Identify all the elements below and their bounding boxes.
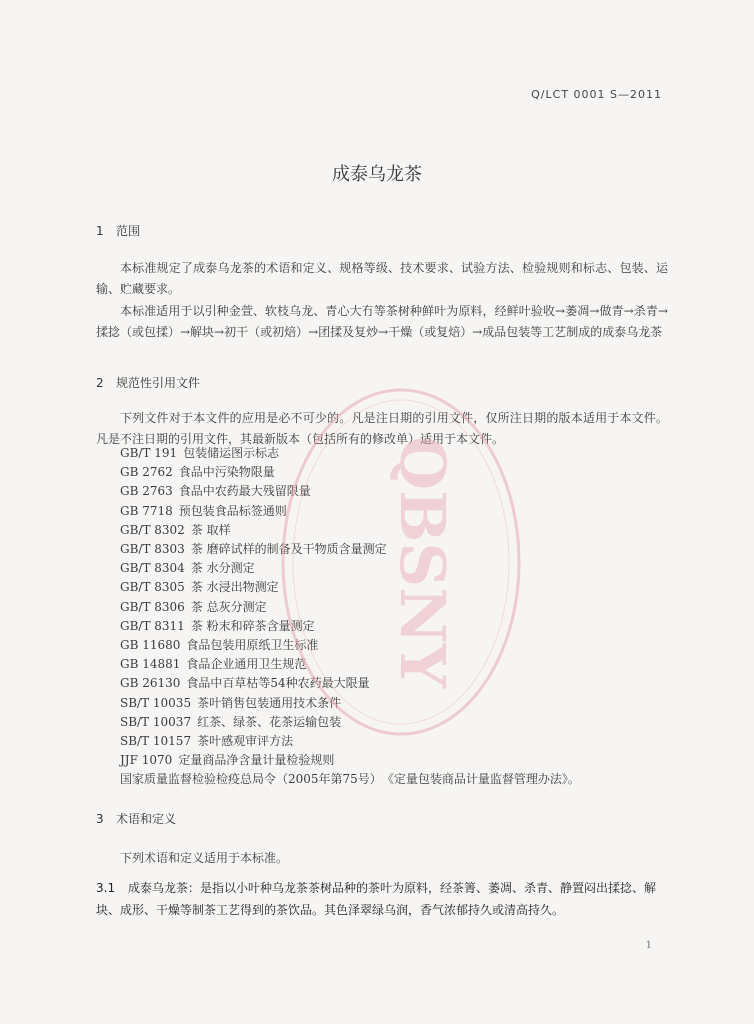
reference-code: SB/T 10037	[120, 714, 192, 729]
reference-title: 茶 水浸出物测定	[190, 580, 279, 595]
page-number: 1	[645, 940, 652, 951]
reference-title: 茶 总灰分测定	[190, 599, 267, 614]
reference-item	[120, 482, 580, 501]
reference-item	[120, 559, 580, 578]
section-2-title: 规范性引用文件	[116, 376, 201, 390]
section-2-number: 2	[96, 376, 104, 390]
definition-number: 3.1	[96, 881, 116, 895]
reference-code: GB/T 8304	[120, 561, 185, 576]
section-3-title: 术语和定义	[116, 812, 177, 826]
reference-code: GB/T 8302	[120, 522, 185, 537]
section-3-heading	[96, 810, 176, 827]
reference-item	[120, 578, 580, 597]
reference-code: 国家质量监督检验检疫总局令（2005年第75号）	[120, 772, 382, 787]
reference-item	[120, 502, 580, 521]
reference-code: GB/T 8311	[120, 618, 185, 633]
reference-code: GB/T 8303	[120, 542, 185, 557]
reference-item	[120, 674, 580, 693]
reference-title: 红茶、绿茶、花茶运输包装	[197, 714, 342, 729]
section-3-number: 3	[96, 812, 104, 826]
reference-title: 茶 取样	[190, 522, 231, 537]
reference-item	[120, 751, 580, 770]
reference-item	[120, 598, 580, 617]
reference-item	[120, 636, 580, 655]
reference-item	[120, 694, 580, 713]
reference-code: GB 2763	[120, 484, 173, 499]
section-1-number: 1	[96, 224, 104, 238]
reference-title: 定量商品净含量计量检验规则	[178, 753, 335, 768]
reference-title: 茶 磨碎试样的制备及干物质含量测定	[190, 542, 387, 557]
reference-code: GB 26130	[120, 676, 181, 691]
reference-code: GB/T 8306	[120, 599, 185, 614]
reference-item	[120, 732, 580, 751]
reference-title: 食品中农药最大残留限量	[178, 484, 311, 499]
reference-code: GB 11680	[120, 638, 181, 653]
reference-title: 食品中污染物限量	[178, 465, 275, 480]
reference-title: 茶 粉末和碎茶含量测定	[190, 618, 315, 633]
reference-code: GB 14881	[120, 657, 181, 672]
reference-code: JJF 1070	[120, 753, 173, 768]
reference-title: 包装储运图示标志	[183, 446, 280, 460]
reference-code: GB/T 191	[120, 446, 178, 460]
reference-code: SB/T 10035	[120, 695, 192, 710]
reference-item	[120, 540, 580, 559]
reference-item	[120, 770, 580, 789]
reference-title: 食品企业通用卫生规范	[186, 657, 307, 672]
reference-code: GB/T 8305	[120, 580, 185, 595]
section-2-heading	[96, 374, 200, 391]
reference-title: 茶 水分测定	[190, 561, 255, 576]
section-1-paragraph-1: 本标准规定了成泰乌龙茶的术语和定义、规格等级、技术要求、试验方法、检验规则和标志、包装、运输、贮藏要求。	[96, 261, 668, 296]
reference-code: SB/T 10157	[120, 734, 192, 749]
reference-code: GB 7718	[120, 503, 173, 518]
reference-title: 茶叶感观审评方法	[197, 734, 294, 749]
reference-item	[120, 463, 580, 482]
document-code: Q/LCT 0001 S—2011	[531, 88, 662, 101]
reference-title: 食品中百草枯等54种农药最大限量	[186, 676, 370, 691]
reference-item	[120, 444, 580, 463]
definition-3-1	[96, 877, 668, 921]
reference-title: 食品包装用原纸卫生标准	[186, 638, 319, 653]
definition-text: 成泰乌龙茶：是指以小叶种乌龙茶茶树品种的茶叶为原料，经茶箐、萎凋、杀青、静置闷出揉捻、解块、成形、干燥等制茶工艺得到的茶饮品。其色泽翠绿乌润，香气浓郁持久或清高持久。	[96, 881, 657, 917]
document-title: 成泰乌龙茶	[332, 164, 422, 185]
seal-text: QBSNY	[386, 435, 459, 689]
section-2-intro: 下列文件对于本文件的应用是必不可少的。凡是注日期的引用文件，仅所注日期的版本适用于本文件。凡是不注日期的引用文件，其最新版本（包括所有的修改单）适用于本文件。	[96, 411, 668, 446]
section-1-paragraph-2: 本标准适用于以引种金萱、软枝乌龙、青心大冇等茶树种鲜叶为原料，经鲜叶验收→萎凋→做青→杀青→揉捻（或包揉）→解块→初干（或初焙）→团揉及复炒→干燥（或复焙）→成品包装等工艺制成的成泰乌龙茶	[96, 304, 668, 339]
reference-item	[120, 617, 580, 636]
reference-item	[120, 655, 580, 674]
normative-references-list	[120, 444, 580, 790]
section-3-intro: 下列术语和定义适用于本标准。	[120, 851, 289, 865]
reference-item	[120, 521, 580, 540]
reference-title: 《定量包装商品计量监督管理办法》。	[387, 772, 580, 787]
reference-item	[120, 713, 580, 732]
reference-title: 预包装食品标签通则	[178, 503, 287, 518]
section-1-heading	[96, 222, 140, 239]
section-1-title: 范围	[116, 224, 141, 238]
reference-code: GB 2762	[120, 465, 173, 480]
reference-title: 茶叶销售包装通用技术条件	[197, 695, 342, 710]
